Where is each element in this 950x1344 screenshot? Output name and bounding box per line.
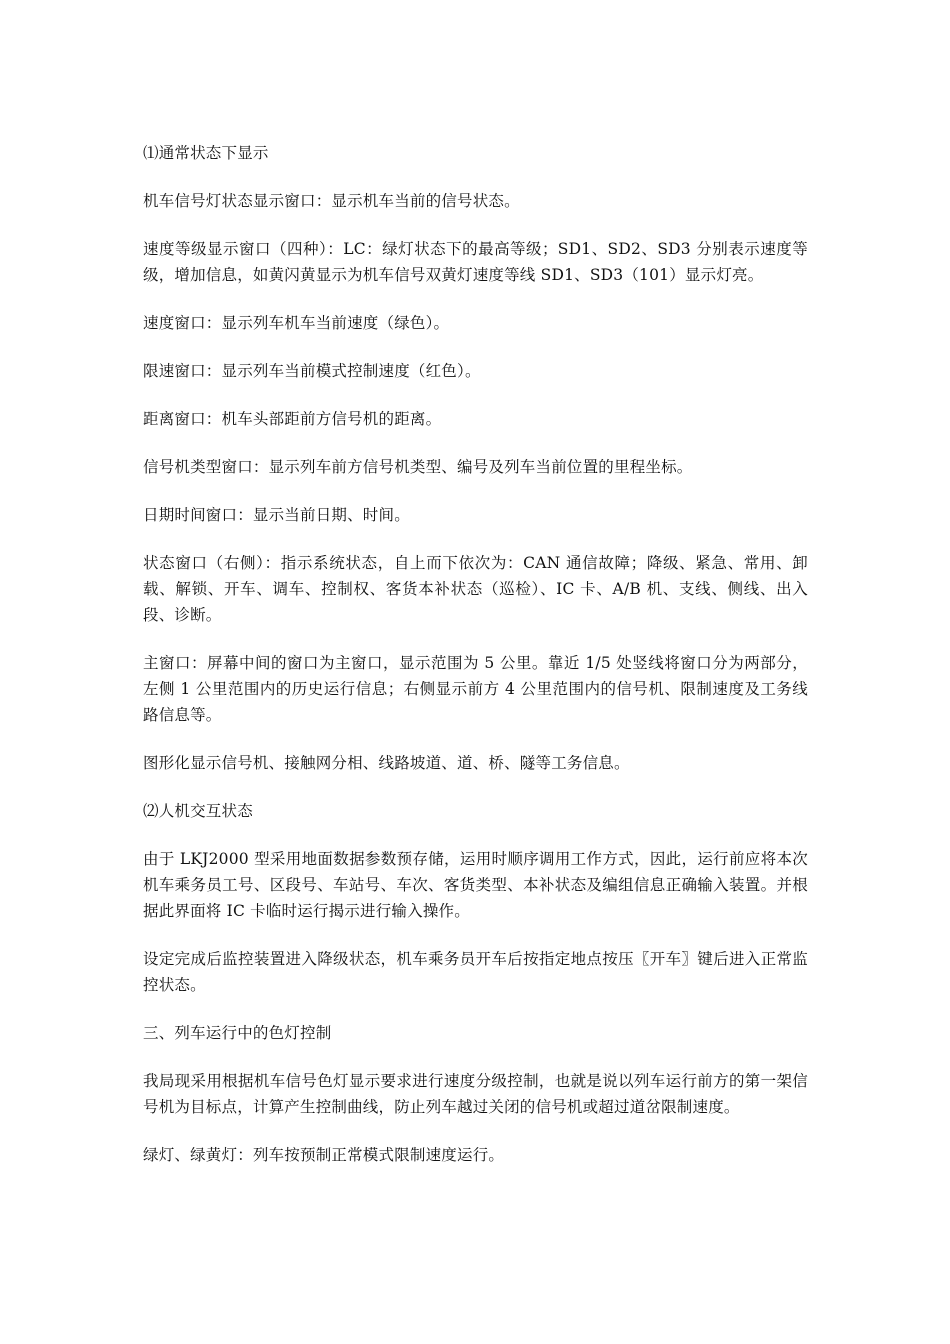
paragraph-datetime-window: 日期时间窗口：显示当前日期、时间。 [143,506,410,524]
paragraph-speed-grading-control: 我局现采用根据机车信号色灯显示要求进行速度分级控制，也就是说以列车运行前方的第一架信号机为目标点，计算产生控制曲线，防止列车越过关闭的信号机或超过道岔限制速度。 [143,1072,808,1116]
paragraph-green-light: 绿灯、绿黄灯：列车按预制正常模式限制速度运行。 [143,1146,505,1164]
section-heading-normal-display: ⑴通常状态下显示 [143,144,269,162]
paragraph-signal-light-window: 机车信号灯状态显示窗口：显示机车当前的信号状态。 [143,192,520,210]
paragraph-distance-window: 距离窗口：机车头部距前方信号机的距离。 [143,410,442,428]
paragraph-status-window: 状态窗口（右侧）：指示系统状态，自上而下依次为：CAN 通信故障；降级、紧急、常用、卸载、解锁、开车、调车、控制权、客货本补状态（巡检）、IC 卡、A/B 机、支线、侧线、出入段、诊断。 [143,554,808,624]
paragraph-lkj2000-input: 由于 LKJ2000 型采用地面数据参数预存储，运用时顺序调用工作方式，因此，运行前应将本次机车乘务员工号、区段号、车站号、车次、客货类型、本补状态及编组信息正确输入装置。并根据此界面将 IC 卡临时运行揭示进行输入操作。 [143,850,808,920]
paragraph-speed-limit-window: 限速窗口：显示列车当前模式控制速度（红色）。 [143,362,481,380]
paragraph-speed-window: 速度窗口：显示列车机车当前速度（绿色）。 [143,314,450,332]
paragraph-graphic-display: 图形化显示信号机、接触网分相、线路坡道、道、桥、隧等工务信息。 [143,754,630,772]
paragraph-setup-complete: 设定完成后监控装置进入降级状态，机车乘务员开车后按指定地点按压〖开车〗键后进入正常监控状态。 [143,950,808,994]
section-heading-color-light-control: 三、列车运行中的色灯控制 [143,1024,332,1042]
paragraph-speed-level-window: 速度等级显示窗口（四种）：LC：绿灯状态下的最高等级；SD1、SD2、SD3 分别表示速度等级，增加信息，如黄闪黄显示为机车信号双黄灯速度等线 SD1、SD3（101）显示灯亮。 [143,240,808,284]
section-heading-interaction: ⑵人机交互状态 [143,802,253,820]
paragraph-main-window: 主窗口：屏幕中间的窗口为主窗口，显示范围为 5 公里。靠近 1/5 处竖线将窗口分为两部分，左侧 1 公里范围内的历史运行信息；右侧显示前方 4 公里范围内的信号机、限制速度及工务线路信息等。 [143,654,808,724]
paragraph-signal-type-window: 信号机类型窗口：显示列车前方信号机类型、编号及列车当前位置的里程坐标。 [143,458,693,476]
